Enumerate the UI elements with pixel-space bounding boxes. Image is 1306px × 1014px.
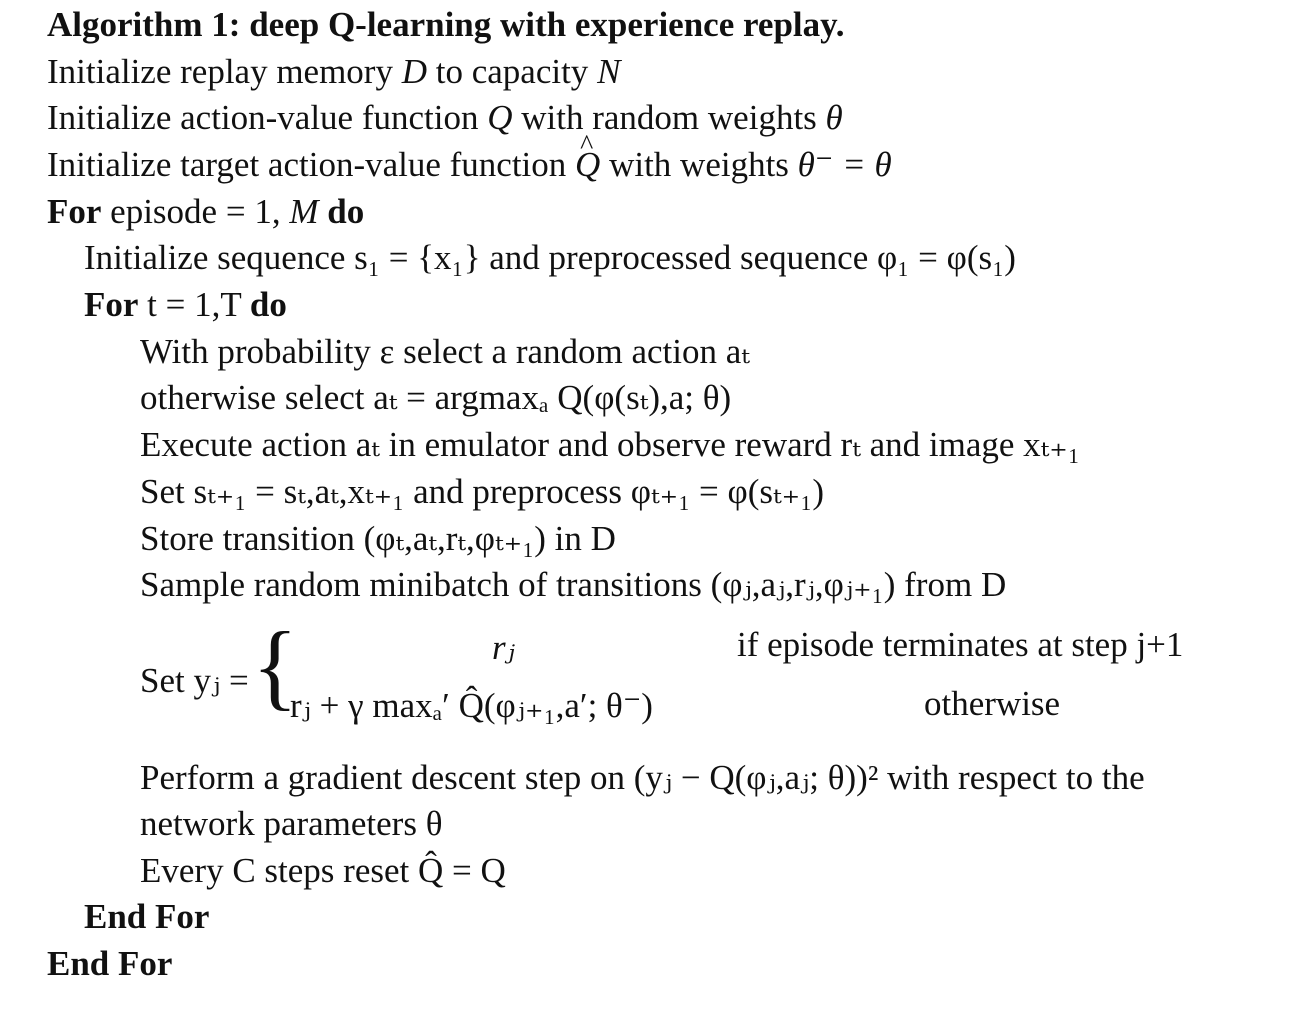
random-action-line: With probability ε select a random action aₜ bbox=[140, 332, 750, 371]
gradient-step-line: Perform a gradient descent step on (yⱼ − Q(φⱼ,aⱼ; θ))² with respect to the bbox=[140, 758, 1145, 797]
for-episode-line: For episode = 1, M do bbox=[47, 192, 365, 231]
case1-value: rⱼ bbox=[492, 628, 515, 667]
sample-minibatch-line: Sample random minibatch of transitions (φⱼ,aⱼ,rⱼ,φⱼ₊₁) from D bbox=[140, 565, 1007, 604]
end-for-inner: End For bbox=[84, 897, 210, 936]
algorithm-title: Algorithm 1: deep Q-learning with experience replay. bbox=[47, 5, 845, 44]
init-replay-memory-line: Initialize replay memory D to capacity N bbox=[47, 52, 621, 91]
store-transition-line: Store transition (φₜ,aₜ,rₜ,φₜ₊₁) in D bbox=[140, 519, 616, 558]
init-sequence-line: Initialize sequence s₁ = {x₁} and preprocessed sequence φ₁ = φ(s₁) bbox=[84, 238, 1016, 277]
init-action-value-line: Initialize action-value function Q with random weights θ bbox=[47, 98, 843, 137]
execute-action-line: Execute action aₜ in emulator and observe reward rₜ and image xₜ₊₁ bbox=[140, 425, 1080, 464]
init-target-function-line: Initialize target action-value function ^ Q with weights θ⁻ = θ bbox=[47, 147, 892, 182]
for-t-line: For t = 1,T do bbox=[84, 285, 287, 324]
set-y-lhs: Set yⱼ = bbox=[140, 661, 249, 700]
network-parameters-line: network parameters θ bbox=[140, 804, 443, 843]
cases-brace: { bbox=[252, 612, 299, 719]
greedy-action-line: otherwise select aₜ = argmaxₐ Q(φ(sₜ),a; θ) bbox=[140, 378, 732, 417]
case2-value: rⱼ + γ maxₐ′ Q̂(φⱼ₊₁,a′; θ⁻) bbox=[290, 686, 653, 725]
end-for-outer: End For bbox=[47, 944, 173, 983]
case2-condition: otherwise bbox=[924, 684, 1061, 723]
set-state-line: Set sₜ₊₁ = sₜ,aₜ,xₜ₊₁ and preprocess φₜ₊₁ = φ(sₜ₊₁) bbox=[140, 472, 824, 511]
reset-target-line: Every C steps reset Q̂ = Q bbox=[140, 851, 506, 890]
case1-condition: if episode terminates at step j+1 bbox=[737, 625, 1184, 664]
